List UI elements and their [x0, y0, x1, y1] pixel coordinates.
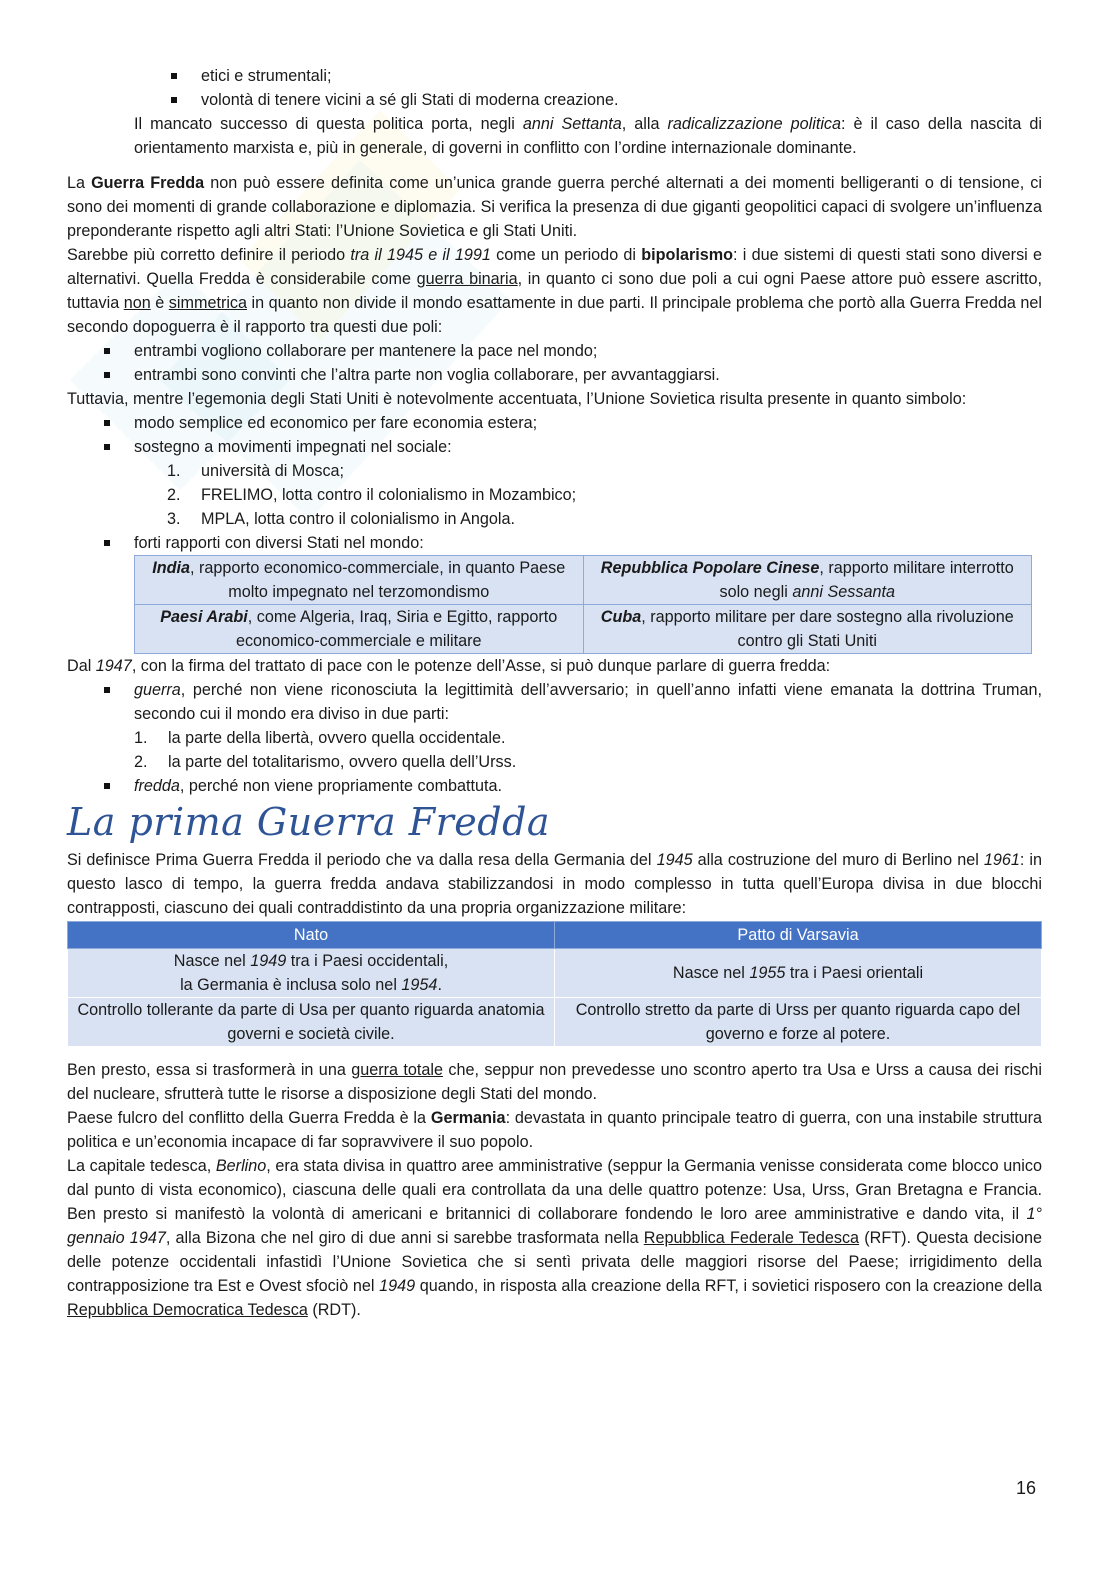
- list-item: fredda, perché non viene propriamente combattuta.: [67, 774, 1042, 798]
- list-item: modo semplice ed economico per fare economia estera;: [67, 411, 1042, 435]
- table-row: [135, 605, 1032, 654]
- table-cell: India, rapporto economico-commerciale, in quanto Paese molto impegnato nel terzomondismo: [135, 556, 584, 605]
- list-item: etici e strumentali;: [67, 64, 1042, 88]
- table-cell: Controllo tollerante da parte di Usa per quanto riguarda anatomia governi e società civile.: [68, 998, 555, 1047]
- paragraph-berlin: La capitale tedesca, Berlino, era stata divisa in quattro aree amministrative (seppur la Germania venisse considerata come blocco unico dal punto di vista economico), ciascuna delle quali era controllata da una delle quattro potenze: Usa, Urss, Gran Bretagna e Francia. Ben presto si manifestò la volontà di americani e britannici di collaborare fondendo le loro aree amministrative e dando vita, il 1° gennaio 1947, alla Bizona che nel giro di due anni si sarebbe trasformata nella Repubblica Federale Tedesca (RFT). Questa decisione delle potenze occidentali infastidì l’Unione Sovietica che si sentì privata delle maggiori risorse del Paese; irrigidimento della contrapposizione tra Est e Ovest sfociò nel 1949 quando, in risposta alla creazione della RFT, i sovietici risposero con la creazione della Repubblica Democratica Tedesca (RDT).: [67, 1157, 1042, 1319]
- paragraph-bipolarism: Sarebbe più corretto definire il periodo tra il 1945 e il 1991 come un periodo di bipolarismo: i due sistemi di questi stati sono diversi e alternativi. Quella Fredda è considerabile come guerra binaria, in quanto ci sono due poli a cui ogni Paese attore può essere ascritto, tuttavia non è simmetrica in quanto non divide il mondo esattamente in due parti. Il principale problema che portò alla Guerra Fredda nel secondo dopoguerra è il rapporto tra questi due poli:: [67, 246, 1042, 336]
- table-row: [68, 998, 1042, 1047]
- paragraph-total-war: Ben presto, essa si trasformerà in una guerra totale che, seppur non prevedesse uno scontro aperto tra Usa e Urss a causa dei rischi del nucleare, sfrutterà tutte le risorse a disposizione degli Stati del mondo.: [67, 1061, 1042, 1103]
- table-cell: Repubblica Popolare Cinese, rapporto militare interrotto solo negli anni Sessanta: [583, 556, 1032, 605]
- table-cell: Paesi Arabi, come Algeria, Iraq, Siria e Egitto, rapporto economico-commerciale e militare: [135, 605, 584, 654]
- intro-bullet-list: [67, 64, 1042, 112]
- paragraph-germany: Paese fulcro del conflitto della Guerra Fredda è la Germania: devastata in quanto principale teatro di guerra, con una instabile struttura politica e un’economia incapace di far sopravvivere il suo popolo.: [67, 1109, 1043, 1151]
- list-item: 1. università di Mosca;: [167, 462, 345, 480]
- list-item: 3. MPLA, lotta contro il colonialismo in Angola.: [167, 510, 516, 528]
- table-cell: Controllo stretto da parte di Urss per quanto riguarda capo del governo e forze al potere.: [555, 998, 1042, 1047]
- paragraph-cold-war-definition: La Guerra Fredda non può essere definita come un’unica grande guerra perché alternati a dei momenti belligeranti o di tensione, ci sono dei momenti di grande collaborazione e diplomazia. Si verifica la presenza di due giganti geopolitici capaci di svolgere un’influenza preponderante rispetto agli altri Stati: l’Unione Sovietica e gli Stati Uniti.: [67, 174, 1042, 240]
- truman-parts-list: [67, 726, 1042, 774]
- table-cell: Cuba, rapporto militare per dare sostegno alla rivoluzione contro gli Stati Uniti: [583, 605, 1032, 654]
- table-cell: Nasce nel 1955 tra i Paesi orientali: [555, 949, 1042, 998]
- table-row: [68, 949, 1042, 998]
- list-item: entrambi sono convinti che l’altra parte non voglia collaborare, per avvantaggiarsi.: [67, 363, 1042, 387]
- list-item: 2. FRELIMO, lotta contro il colonialismo in Mozambico;: [167, 486, 577, 504]
- list-item: sostegno a movimenti impegnati nel sociale:: [67, 435, 1042, 459]
- list-item: volontà di tenere vicini a sé gli Stati di moderna creazione.: [67, 88, 1042, 112]
- table-cell: Nasce nel 1949 tra i Paesi occidentali, la Germania è inclusa solo nel 1954.: [68, 949, 555, 998]
- blocs-table: [67, 921, 1042, 1047]
- list-item: guerra, perché non viene riconosciuta la legittimità dell’avversario; in quell’anno infatti viene emanata la dottrina Truman, secondo cui il mondo era diviso in due parti:: [67, 678, 1042, 726]
- document-page: [67, 64, 1042, 1322]
- table-header-varsavia: Patto di Varsavia: [555, 922, 1042, 949]
- list-item: 1. la parte della libertà, ovvero quella occidentale.: [134, 729, 506, 747]
- page-number: 16: [1016, 1478, 1037, 1498]
- list-item: entrambi vogliono collaborare per mantenere la pace nel mondo;: [67, 339, 1042, 363]
- table-row: [135, 556, 1032, 605]
- poles-bullet-list: [67, 339, 1042, 387]
- relations-table: [134, 555, 1032, 654]
- list-item: forti rapporti con diversi Stati nel mondo:: [67, 531, 1042, 555]
- table-header-row: [68, 922, 1042, 949]
- paragraph-marxist-radicalization: Il mancato successo di questa politica porta, negli anni Settanta, alla radicalizzazione politica: è il caso della nascita di orientamento marxista e, più in generale, di governi in conflitto con l’ordine internazionale dominante.: [134, 115, 1042, 157]
- list-item: 2. la parte del totalitarismo, ovvero quella dell’Urss.: [134, 753, 517, 771]
- paragraph-1947: Dal 1947, con la firma del trattato di pace con le potenze dell’Asse, si può dunque parlare di guerra fredda:: [67, 657, 831, 675]
- guerra-bullet-list: [67, 678, 1042, 726]
- section-heading: La prima Guerra Fredda: [67, 800, 551, 844]
- table-header-nato: Nato: [68, 922, 555, 949]
- paragraph-first-cold-war: Si definisce Prima Guerra Fredda il periodo che va dalla resa della Germania del 1945 alla costruzione del muro di Berlino nel 1961: in questo lasco di tempo, la guerra fredda andava stabilizzandosi in modo complesso in tutta quell’Europa divisa in due blocchi contrapposti, ciascuno dei quali contraddistinto da una propria organizzazione militare:: [67, 851, 1042, 917]
- rapporti-bullet-list: [67, 531, 1042, 555]
- symbol-bullet-list: [67, 411, 1042, 459]
- paragraph-soviet-symbol: Tuttavia, mentre l’egemonia degli Stati Uniti è notevolmente accentuata, l’Unione Sovietica risulta presente in quanto simbolo:: [67, 390, 967, 408]
- movements-numbered-list: [67, 459, 1042, 531]
- fredda-bullet-list: [67, 774, 1042, 798]
